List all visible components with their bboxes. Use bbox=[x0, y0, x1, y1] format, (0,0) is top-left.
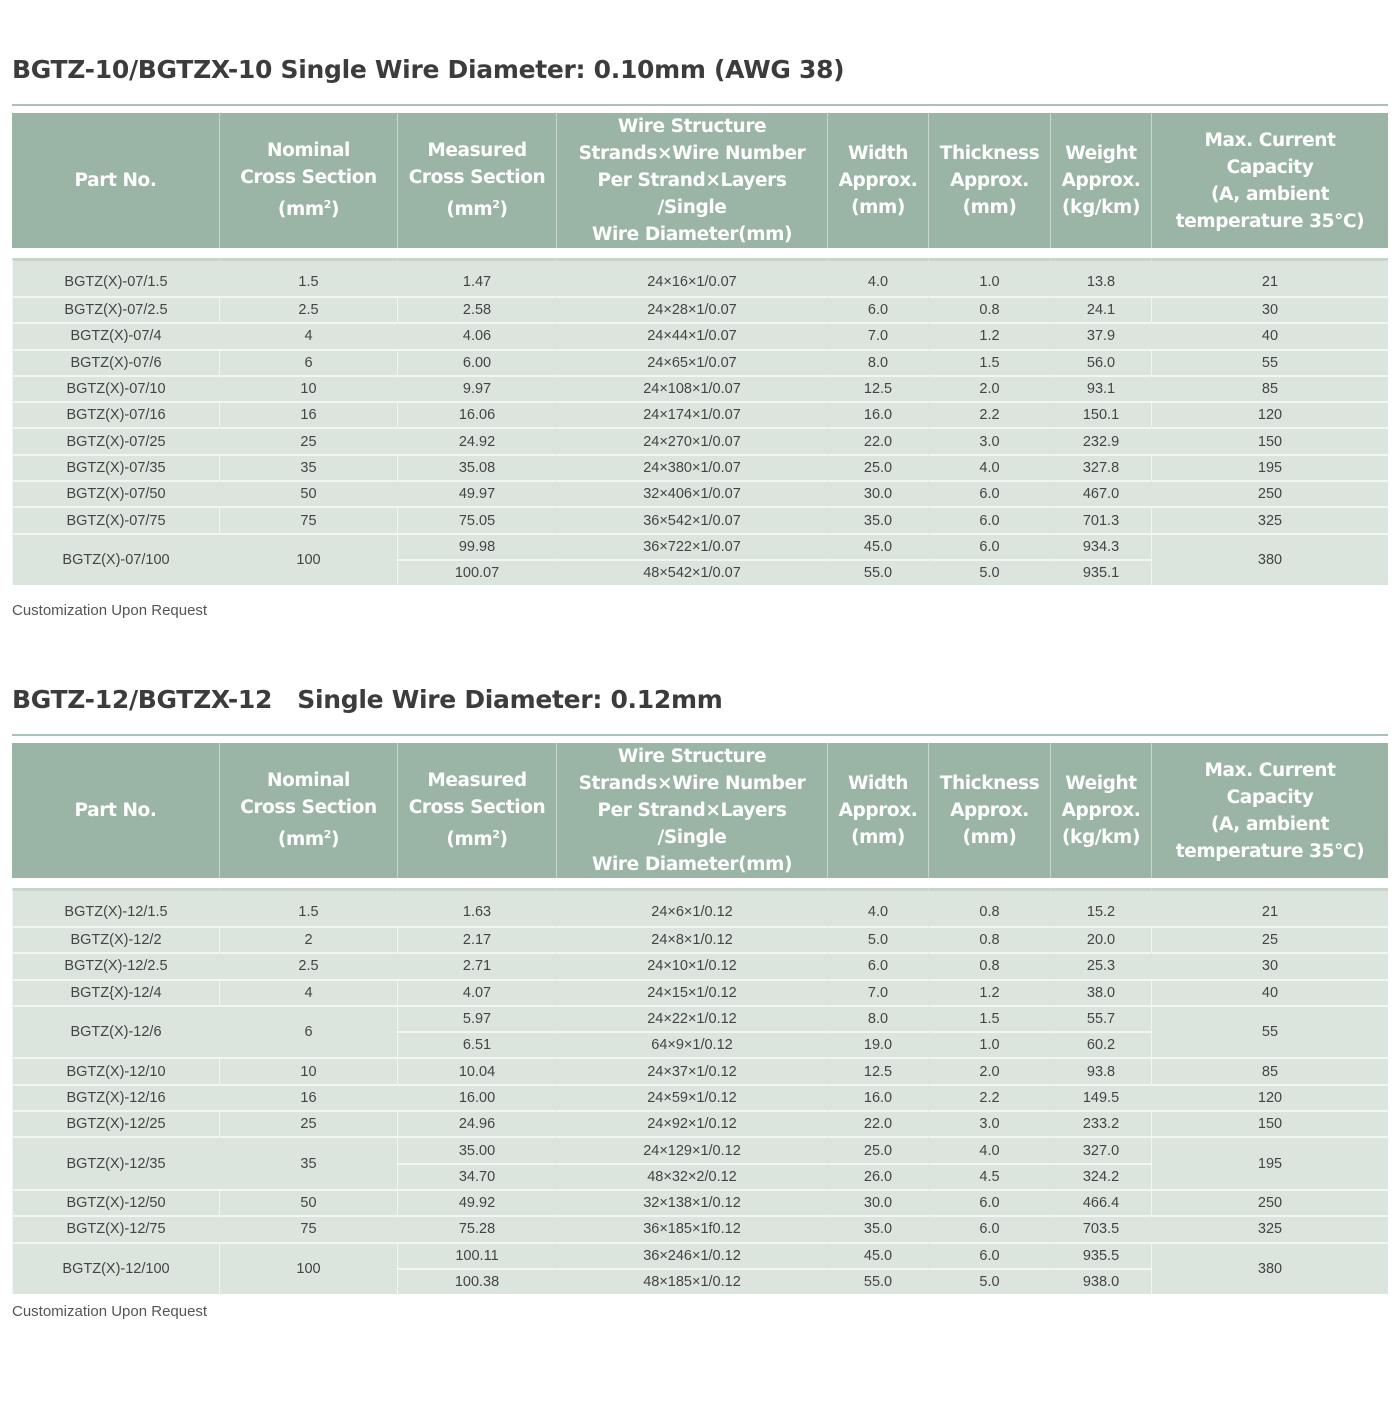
cell-width: 55.0 bbox=[827, 1268, 928, 1294]
cell-part-no: BGTZ(X)-07/50 bbox=[12, 480, 219, 506]
cell-width: 26.0 bbox=[827, 1163, 928, 1189]
cell-nominal: 50 bbox=[219, 480, 397, 506]
cell-nominal: 1.5 bbox=[219, 888, 397, 926]
cell-part-no: BGTZ(X)-12/2.5 bbox=[12, 952, 219, 978]
cell-width: 5.0 bbox=[827, 926, 928, 952]
cell-part-no: BGTZ(X)-07/4 bbox=[12, 322, 219, 348]
cell-measured: 35.08 bbox=[397, 454, 556, 480]
col-header-measured: Measured Cross Section $(mm^2)$ bbox=[397, 743, 556, 878]
cell-weight: 150.1 bbox=[1050, 401, 1151, 427]
cell-structure: 24×16×1/0.07 bbox=[556, 258, 827, 296]
cell-part-no: BGTZ(X)-12/25 bbox=[12, 1110, 219, 1136]
cell-max-current: 325 bbox=[1151, 1215, 1388, 1241]
cell-part-no: BGTZ(X)-12/16 bbox=[12, 1084, 219, 1110]
cell-measured: 75.05 bbox=[397, 506, 556, 532]
cell-structure: 24×8×1/0.12 bbox=[556, 926, 827, 952]
cell-max-current: 195 bbox=[1151, 1136, 1388, 1189]
cell-measured: 100.38 bbox=[397, 1268, 556, 1294]
cell-nominal: 10 bbox=[219, 1057, 397, 1083]
cell-structure: 24×59×1/0.12 bbox=[556, 1084, 827, 1110]
cell-width: 8.0 bbox=[827, 1005, 928, 1031]
cell-part-no: BGTZ(X)-12/10 bbox=[12, 1057, 219, 1083]
table-header bbox=[12, 743, 1388, 888]
col-header-nominal: Nominal Cross Section $(mm^2)$ bbox=[219, 113, 397, 248]
cell-width: 30.0 bbox=[827, 480, 928, 506]
table-row bbox=[12, 888, 1388, 926]
cell-nominal: 100 bbox=[219, 533, 397, 586]
cell-width: 7.0 bbox=[827, 979, 928, 1005]
cell-nominal: 10 bbox=[219, 375, 397, 401]
table-row bbox=[12, 349, 1388, 375]
cell-measured: 6.00 bbox=[397, 349, 556, 375]
cell-weight: 25.3 bbox=[1050, 952, 1151, 978]
cell-width: 30.0 bbox=[827, 1189, 928, 1215]
cell-thickness: 1.5 bbox=[928, 1005, 1050, 1031]
table-row bbox=[12, 1005, 1388, 1031]
cell-nominal: 35 bbox=[219, 454, 397, 480]
cell-measured: 1.47 bbox=[397, 258, 556, 296]
spec-table bbox=[12, 113, 1388, 585]
cell-part-no: BGTZ(X)-07/6 bbox=[12, 349, 219, 375]
cell-weight: 93.8 bbox=[1050, 1057, 1151, 1083]
cell-measured: 6.51 bbox=[397, 1031, 556, 1057]
cell-measured: 49.97 bbox=[397, 480, 556, 506]
cell-weight: 93.1 bbox=[1050, 375, 1151, 401]
cell-part-no: BGTZ(X)-12/1.5 bbox=[12, 888, 219, 926]
cell-measured: 34.70 bbox=[397, 1163, 556, 1189]
cell-nominal: 25 bbox=[219, 1110, 397, 1136]
cell-max-current: 55 bbox=[1151, 349, 1388, 375]
cell-measured: 75.28 bbox=[397, 1215, 556, 1241]
cell-structure: 24×108×1/0.07 bbox=[556, 375, 827, 401]
col-header-thickness: Thickness Approx. (mm) bbox=[928, 113, 1050, 248]
cell-thickness: 1.0 bbox=[928, 258, 1050, 296]
cell-weight: 934.3 bbox=[1050, 533, 1151, 559]
cell-weight: 466.4 bbox=[1050, 1189, 1151, 1215]
header-gap bbox=[12, 248, 1388, 258]
cell-weight: 233.2 bbox=[1050, 1110, 1151, 1136]
cell-weight: 703.5 bbox=[1050, 1215, 1151, 1241]
cell-weight: 55.7 bbox=[1050, 1005, 1151, 1031]
cell-structure: 36×246×1/0.12 bbox=[556, 1242, 827, 1268]
cell-structure: 48×542×1/0.07 bbox=[556, 559, 827, 585]
cell-nominal: 35 bbox=[219, 1136, 397, 1189]
cell-nominal: 2.5 bbox=[219, 952, 397, 978]
cell-weight: 13.8 bbox=[1050, 258, 1151, 296]
cell-width: 22.0 bbox=[827, 427, 928, 453]
cell-thickness: 6.0 bbox=[928, 1189, 1050, 1215]
cell-thickness: 1.2 bbox=[928, 979, 1050, 1005]
cell-measured: 16.00 bbox=[397, 1084, 556, 1110]
header-gap bbox=[12, 878, 1388, 888]
cell-weight: 15.2 bbox=[1050, 888, 1151, 926]
cell-nominal: 50 bbox=[219, 1189, 397, 1215]
cell-max-current: 21 bbox=[1151, 888, 1388, 926]
cell-thickness: 2.2 bbox=[928, 1084, 1050, 1110]
cell-weight: 56.0 bbox=[1050, 349, 1151, 375]
cell-structure: 36×542×1/0.07 bbox=[556, 506, 827, 532]
cell-nominal: 4 bbox=[219, 979, 397, 1005]
cell-max-current: 40 bbox=[1151, 322, 1388, 348]
cell-weight: 935.5 bbox=[1050, 1242, 1151, 1268]
table-row bbox=[12, 1189, 1388, 1215]
cell-structure: 24×6×1/0.12 bbox=[556, 888, 827, 926]
cell-structure: 24×174×1/0.07 bbox=[556, 401, 827, 427]
cell-max-current: 40 bbox=[1151, 979, 1388, 1005]
col-header-thickness: Thickness Approx. (mm) bbox=[928, 743, 1050, 878]
section-title: BGTZ-10/BGTZX-10 Single Wire Diameter: 0.10mm (AWG 38) bbox=[12, 55, 845, 84]
cell-thickness: 1.5 bbox=[928, 349, 1050, 375]
cell-structure: 24×37×1/0.12 bbox=[556, 1057, 827, 1083]
table-row bbox=[12, 506, 1388, 532]
cell-measured: 35.00 bbox=[397, 1136, 556, 1162]
cell-structure: 24×65×1/0.07 bbox=[556, 349, 827, 375]
cell-measured: 99.98 bbox=[397, 533, 556, 559]
cell-weight: 701.3 bbox=[1050, 506, 1151, 532]
table-row bbox=[12, 401, 1388, 427]
col-header-weight: Weight Approx. (kg/km) bbox=[1050, 113, 1151, 248]
cell-weight: 38.0 bbox=[1050, 979, 1151, 1005]
cell-thickness: 1.2 bbox=[928, 322, 1050, 348]
table-header bbox=[12, 113, 1388, 258]
cell-weight: 935.1 bbox=[1050, 559, 1151, 585]
cell-measured: 16.06 bbox=[397, 401, 556, 427]
table-body bbox=[12, 258, 1388, 585]
table-row bbox=[12, 258, 1388, 296]
cell-structure: 24×15×1/0.12 bbox=[556, 979, 827, 1005]
cell-thickness: 0.8 bbox=[928, 926, 1050, 952]
header-row bbox=[12, 113, 1388, 248]
cell-width: 4.0 bbox=[827, 258, 928, 296]
table-row bbox=[12, 375, 1388, 401]
cell-weight: 324.2 bbox=[1050, 1163, 1151, 1189]
cell-part-no: BGTZ(X)-07/35 bbox=[12, 454, 219, 480]
cell-nominal: 4 bbox=[219, 322, 397, 348]
table-row bbox=[12, 480, 1388, 506]
cell-part-no: BGTZ(X)-07/100 bbox=[12, 533, 219, 586]
cell-max-current: 325 bbox=[1151, 506, 1388, 532]
cell-part-no: BGTZ(X)-07/16 bbox=[12, 401, 219, 427]
cell-structure: 24×92×1/0.12 bbox=[556, 1110, 827, 1136]
customization-note: Customization Upon Request bbox=[12, 602, 208, 619]
cell-thickness: 6.0 bbox=[928, 1215, 1050, 1241]
cell-measured: 24.92 bbox=[397, 427, 556, 453]
cell-width: 55.0 bbox=[827, 559, 928, 585]
cell-measured: 10.04 bbox=[397, 1057, 556, 1083]
cell-structure: 48×185×1/0.12 bbox=[556, 1268, 827, 1294]
cell-nominal: 6 bbox=[219, 349, 397, 375]
cell-max-current: 380 bbox=[1151, 533, 1388, 586]
col-header-nominal: Nominal Cross Section $(mm^2)$ bbox=[219, 743, 397, 878]
cell-width: 4.0 bbox=[827, 888, 928, 926]
table-body bbox=[12, 888, 1388, 1294]
cell-max-current: 30 bbox=[1151, 296, 1388, 322]
cell-nominal: 16 bbox=[219, 1084, 397, 1110]
cell-measured: 4.06 bbox=[397, 322, 556, 348]
cell-nominal: 1.5 bbox=[219, 258, 397, 296]
table-section-bgtz-12 bbox=[12, 680, 1388, 1294]
table-row bbox=[12, 322, 1388, 348]
cell-part-no: BGTZ(X)-12/100 bbox=[12, 1242, 219, 1295]
col-header-part-no: Part No. bbox=[12, 743, 219, 878]
cell-width: 35.0 bbox=[827, 506, 928, 532]
cell-nominal: 6 bbox=[219, 1005, 397, 1058]
table-row bbox=[12, 1057, 1388, 1083]
cell-structure: 24×22×1/0.12 bbox=[556, 1005, 827, 1031]
cell-weight: 37.9 bbox=[1050, 322, 1151, 348]
cell-thickness: 0.8 bbox=[928, 952, 1050, 978]
col-header-wire-structure: Wire Structure Strands×Wire Number Per Strand×Layers /Single Wire Diameter(mm) bbox=[556, 743, 827, 878]
cell-part-no: BGTZ(X)-07/1.5 bbox=[12, 258, 219, 296]
cell-measured: 100.07 bbox=[397, 559, 556, 585]
cell-structure: 36×722×1/0.07 bbox=[556, 533, 827, 559]
cell-part-no: BGTZ(X)-12/75 bbox=[12, 1215, 219, 1241]
cell-weight: 24.1 bbox=[1050, 296, 1151, 322]
cell-nominal: 100 bbox=[219, 1242, 397, 1295]
table-row bbox=[12, 1084, 1388, 1110]
cell-measured: 1.63 bbox=[397, 888, 556, 926]
cell-thickness: 6.0 bbox=[928, 1242, 1050, 1268]
cell-measured: 2.71 bbox=[397, 952, 556, 978]
cell-structure: 24×44×1/0.07 bbox=[556, 322, 827, 348]
cell-structure: 32×406×1/0.07 bbox=[556, 480, 827, 506]
col-header-width: Width Approx. (mm) bbox=[827, 743, 928, 878]
table-row bbox=[12, 454, 1388, 480]
cell-measured: 9.97 bbox=[397, 375, 556, 401]
table-row bbox=[12, 1215, 1388, 1241]
cell-measured: 100.11 bbox=[397, 1242, 556, 1268]
cell-max-current: 380 bbox=[1151, 1242, 1388, 1295]
cell-max-current: 195 bbox=[1151, 454, 1388, 480]
cell-max-current: 55 bbox=[1151, 1005, 1388, 1058]
cell-structure: 36×185×1f0.12 bbox=[556, 1215, 827, 1241]
cell-part-no: BGTZ(X)-12/50 bbox=[12, 1189, 219, 1215]
cell-weight: 149.5 bbox=[1050, 1084, 1151, 1110]
cell-part-no: BGTZ(X)-07/25 bbox=[12, 427, 219, 453]
cell-nominal: 75 bbox=[219, 1215, 397, 1241]
cell-max-current: 30 bbox=[1151, 952, 1388, 978]
cell-width: 7.0 bbox=[827, 322, 928, 348]
cell-structure: 24×28×1/0.07 bbox=[556, 296, 827, 322]
cell-measured: 5.97 bbox=[397, 1005, 556, 1031]
cell-thickness: 6.0 bbox=[928, 506, 1050, 532]
spec-table bbox=[12, 743, 1388, 1294]
cell-max-current: 25 bbox=[1151, 926, 1388, 952]
cell-width: 12.5 bbox=[827, 1057, 928, 1083]
cell-structure: 24×129×1/0.12 bbox=[556, 1136, 827, 1162]
cell-width: 16.0 bbox=[827, 401, 928, 427]
table-row bbox=[12, 533, 1388, 559]
table-section-bgtz-10 bbox=[12, 50, 1388, 585]
cell-weight: 938.0 bbox=[1050, 1268, 1151, 1294]
cell-structure: 24×270×1/0.07 bbox=[556, 427, 827, 453]
cell-structure: 48×32×2/0.12 bbox=[556, 1163, 827, 1189]
cell-thickness: 4.0 bbox=[928, 454, 1050, 480]
divider bbox=[12, 734, 1388, 736]
cell-nominal: 25 bbox=[219, 427, 397, 453]
cell-thickness: 0.8 bbox=[928, 296, 1050, 322]
cell-measured: 2.17 bbox=[397, 926, 556, 952]
cell-width: 22.0 bbox=[827, 1110, 928, 1136]
customization-note: Customization Upon Request bbox=[12, 1303, 208, 1320]
table-row bbox=[12, 1242, 1388, 1268]
col-header-width: Width Approx. (mm) bbox=[827, 113, 928, 248]
cell-max-current: 120 bbox=[1151, 1084, 1388, 1110]
cell-thickness: 2.0 bbox=[928, 1057, 1050, 1083]
cell-width: 45.0 bbox=[827, 1242, 928, 1268]
cell-width: 25.0 bbox=[827, 454, 928, 480]
cell-width: 12.5 bbox=[827, 375, 928, 401]
cell-part-no: BGTZ{X)-12/4 bbox=[12, 979, 219, 1005]
cell-nominal: 2.5 bbox=[219, 296, 397, 322]
section-title: BGTZ-12/BGTZX-12 Single Wire Diameter: 0.12mm bbox=[12, 685, 723, 714]
cell-width: 25.0 bbox=[827, 1136, 928, 1162]
cell-structure: 64×9×1/0.12 bbox=[556, 1031, 827, 1057]
cell-thickness: 1.0 bbox=[928, 1031, 1050, 1057]
cell-structure: 24×380×1/0.07 bbox=[556, 454, 827, 480]
cell-thickness: 5.0 bbox=[928, 559, 1050, 585]
cell-part-no: BGTZ(X)-07/75 bbox=[12, 506, 219, 532]
cell-thickness: 2.2 bbox=[928, 401, 1050, 427]
cell-max-current: 21 bbox=[1151, 258, 1388, 296]
cell-max-current: 150 bbox=[1151, 1110, 1388, 1136]
cell-weight: 467.0 bbox=[1050, 480, 1151, 506]
cell-weight: 327.0 bbox=[1050, 1136, 1151, 1162]
table-row bbox=[12, 1136, 1388, 1162]
divider bbox=[12, 104, 1388, 106]
cell-part-no: BGTZ(X)-07/2.5 bbox=[12, 296, 219, 322]
cell-max-current: 120 bbox=[1151, 401, 1388, 427]
cell-thickness: 0.8 bbox=[928, 888, 1050, 926]
cell-part-no: BGTZ(X)-07/10 bbox=[12, 375, 219, 401]
cell-width: 6.0 bbox=[827, 952, 928, 978]
cell-thickness: 3.0 bbox=[928, 1110, 1050, 1136]
col-header-measured: Measured Cross Section $(mm^2)$ bbox=[397, 113, 556, 248]
cell-max-current: 150 bbox=[1151, 427, 1388, 453]
gap-cell bbox=[12, 878, 1388, 888]
cell-width: 19.0 bbox=[827, 1031, 928, 1057]
col-header-part-no: Part No. bbox=[12, 113, 219, 248]
cell-thickness: 6.0 bbox=[928, 480, 1050, 506]
cell-structure: 32×138×1/0.12 bbox=[556, 1189, 827, 1215]
cell-nominal: 75 bbox=[219, 506, 397, 532]
cell-max-current: 85 bbox=[1151, 1057, 1388, 1083]
cell-weight: 327.8 bbox=[1050, 454, 1151, 480]
cell-measured: 49.92 bbox=[397, 1189, 556, 1215]
cell-thickness: 6.0 bbox=[928, 533, 1050, 559]
cell-thickness: 2.0 bbox=[928, 375, 1050, 401]
cell-weight: 60.2 bbox=[1050, 1031, 1151, 1057]
table-row bbox=[12, 952, 1388, 978]
col-header-wire-structure: Wire Structure Strands×Wire Number Per Strand×Layers /Single Wire Diameter(mm) bbox=[556, 113, 827, 248]
cell-width: 8.0 bbox=[827, 349, 928, 375]
col-header-max-current: Max. Current Capacity (A, ambient temperature 35℃) bbox=[1151, 113, 1388, 248]
cell-measured: 4.07 bbox=[397, 979, 556, 1005]
cell-part-no: BGTZ(X)-12/6 bbox=[12, 1005, 219, 1058]
cell-max-current: 85 bbox=[1151, 375, 1388, 401]
cell-width: 35.0 bbox=[827, 1215, 928, 1241]
cell-width: 45.0 bbox=[827, 533, 928, 559]
cell-part-no: BGTZ(X)-12/35 bbox=[12, 1136, 219, 1189]
col-header-max-current: Max. Current Capacity (A, ambient temperature 35℃) bbox=[1151, 743, 1388, 878]
table-row bbox=[12, 979, 1388, 1005]
cell-weight: 20.0 bbox=[1050, 926, 1151, 952]
cell-thickness: 5.0 bbox=[928, 1268, 1050, 1294]
header-row bbox=[12, 743, 1388, 878]
cell-thickness: 4.5 bbox=[928, 1163, 1050, 1189]
gap-cell bbox=[12, 248, 1388, 258]
cell-weight: 232.9 bbox=[1050, 427, 1151, 453]
table-row bbox=[12, 427, 1388, 453]
cell-thickness: 3.0 bbox=[928, 427, 1050, 453]
col-header-weight: Weight Approx. (kg/km) bbox=[1050, 743, 1151, 878]
table-row bbox=[12, 1110, 1388, 1136]
table-row bbox=[12, 926, 1388, 952]
cell-measured: 24.96 bbox=[397, 1110, 556, 1136]
cell-nominal: 16 bbox=[219, 401, 397, 427]
cell-part-no: BGTZ(X)-12/2 bbox=[12, 926, 219, 952]
cell-thickness: 4.0 bbox=[928, 1136, 1050, 1162]
cell-measured: 2.58 bbox=[397, 296, 556, 322]
cell-width: 16.0 bbox=[827, 1084, 928, 1110]
cell-structure: 24×10×1/0.12 bbox=[556, 952, 827, 978]
cell-width: 6.0 bbox=[827, 296, 928, 322]
cell-max-current: 250 bbox=[1151, 1189, 1388, 1215]
cell-max-current: 250 bbox=[1151, 480, 1388, 506]
table-row bbox=[12, 296, 1388, 322]
cell-nominal: 2 bbox=[219, 926, 397, 952]
